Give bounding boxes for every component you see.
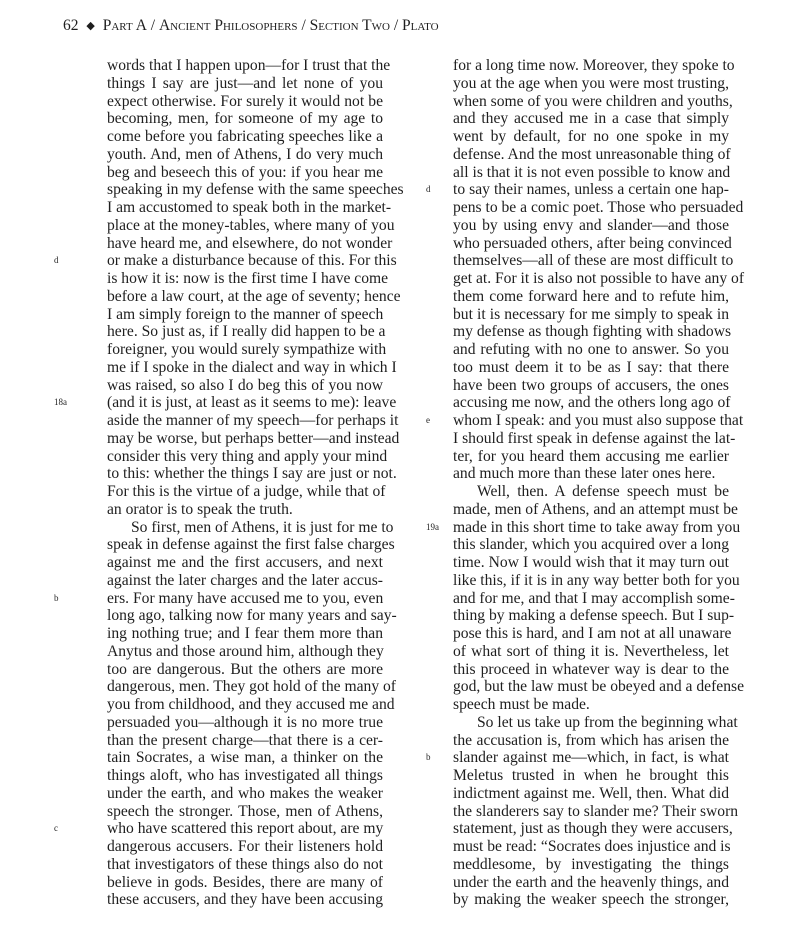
text-line: tain Socrates, a wise man, a thinker on the <box>107 749 383 767</box>
text-line: to say their names, unless a certain one hap- <box>453 181 729 199</box>
text-line: this proceed in whatever way is dear to the <box>453 660 729 678</box>
text-line: words that I happen upon—for I trust that the <box>107 57 391 74</box>
text-line: statement, just as though they were accusers, <box>453 820 733 838</box>
text-line: all is that it is not even possible to know and <box>453 163 731 181</box>
text-line: beg and beseech this of you: if you hear me <box>107 163 383 181</box>
text-line: pens to be a comic poet. Those who persuaded <box>453 199 744 216</box>
text-line: against the later charges and the later accus- <box>107 571 383 589</box>
text-line: get at. For it is also not possible to have any of <box>453 270 745 287</box>
stephanus-margin-marker: d <box>426 184 431 195</box>
text-line: the slanderers say to slander me? Their sworn <box>453 802 739 820</box>
header-part: Part A <box>102 17 147 34</box>
text-line: have been two groups of accusers, the ones <box>453 376 729 394</box>
text-line: too are dangerous. But the others are more <box>107 660 383 678</box>
stephanus-margin-marker: e <box>426 415 430 425</box>
text-line: my defense as though fighting with shadows <box>453 323 732 341</box>
text-line: too must deem it to be as I say: that there <box>453 358 729 376</box>
text-line: here. So just as, if I really did happen to be a <box>107 323 386 341</box>
text-line: under the earth and the heavenly things, and <box>453 873 729 891</box>
text-line: but it is necessary for me simply to speak in <box>453 305 729 323</box>
stephanus-margin-marker: 18a <box>54 397 67 408</box>
text-line: expect otherwise. For surely it would not be <box>107 92 383 110</box>
text-line: me if I spoke in the dialect and way in which I <box>107 358 397 376</box>
text-line: foreigner, you would surely sympathize with <box>107 341 387 358</box>
text-line: an orator is to speak the truth. <box>107 500 293 518</box>
text-line: before a law court, at the age of seventy; hence <box>107 287 401 305</box>
text-line: went by default, for no one spoke in my <box>453 128 729 145</box>
text-line: these accusers, and they have been accusing <box>107 891 383 909</box>
text-line: meddlesome, by investigating the things <box>453 855 729 873</box>
text-line: So first, men of Athens, it is just for me to <box>131 518 394 536</box>
text-line: themselves—all of these are most difficult to <box>453 252 734 270</box>
text-line: I am accustomed to speak both in the market- <box>107 199 392 216</box>
text-line: whom I speak: and you must also suppose that <box>453 412 744 429</box>
text-line: may be worse, but perhaps better—and instead <box>107 429 400 447</box>
page-number: 62 <box>63 17 79 34</box>
text-line: to this: whether the things I say are just or not. <box>107 465 397 483</box>
left-text-column <box>54 57 404 909</box>
text-line: speaking in my defense with the same speeches <box>107 181 404 199</box>
text-line: and much more than these later ones here. <box>453 465 716 483</box>
text-line: (and it is just, at least as it seems to me): leave <box>107 394 397 412</box>
text-line: thing by making a defense speech. But I sup- <box>453 607 735 625</box>
text-line: pose this is hard, and I am not at all unaware <box>453 625 732 642</box>
text-line: youth. And, men of Athens, I do very much <box>107 145 383 163</box>
text-line: like this, if it is in any way better both for you <box>453 571 740 589</box>
text-line: aside the manner of my speech—for perhaps it <box>107 412 399 429</box>
text-line: slander against me—which, in fact, is what <box>453 749 729 767</box>
text-line: speech must be made. <box>453 696 590 713</box>
text-line: god, but the law must be obeyed and a defense <box>453 678 744 696</box>
header-separator: / <box>301 17 306 34</box>
stephanus-margin-marker: 19a <box>426 521 439 532</box>
text-line: the accusation is, from which has arisen the <box>453 731 729 749</box>
text-line: defense. And the most unreasonable thing of <box>453 145 731 163</box>
text-line: this slander, which you acquired over a long <box>453 536 729 554</box>
text-line: and for me, and that I may accomplish some- <box>453 589 735 607</box>
text-line: or make a disturbance because of this. For this <box>107 252 397 270</box>
text-line: speak in defense against the first false charges <box>107 536 395 554</box>
text-line: things aloft, who has investigated all things <box>107 767 383 784</box>
stephanus-margin-marker: d <box>54 255 59 266</box>
text-line: than the present charge—that there is a cer- <box>107 731 383 749</box>
text-line: dangerous, men. They got hold of the many of <box>107 678 397 696</box>
header-author: Plato <box>402 17 439 34</box>
text-line: you at the age when you were most trusting, <box>453 74 729 92</box>
text-line: believe in gods. Besides, there are many of <box>107 873 383 891</box>
header-separator: / <box>393 17 399 34</box>
text-line: Meletus trusted in when he brought this <box>453 767 729 784</box>
text-line: made in this short time to take away from you <box>453 518 741 536</box>
text-line: when some of you were children and youths, <box>453 92 733 110</box>
stephanus-margin-marker: c <box>54 823 58 834</box>
text-line: made, men of Athens, and an attempt must be <box>453 500 738 518</box>
text-line: that investigators of these things also do not <box>107 855 383 873</box>
stephanus-margin-marker: b <box>426 752 431 763</box>
header-section: Section Two <box>309 17 390 34</box>
header-separator: / <box>150 17 156 34</box>
text-line: by making the weaker speech the stronger, <box>453 891 729 909</box>
text-line: them come forward here and to refute him, <box>453 287 729 305</box>
text-line: becoming, men, for someone of my age to <box>107 110 383 128</box>
text-line: consider this very thing and apply your mind <box>107 447 388 465</box>
text-line: you from childhood, and they accused me and <box>107 696 395 713</box>
text-line: have heard me, and elsewhere, do not wonder <box>107 234 393 252</box>
text-line: you by using envy and slander—and those <box>453 216 729 234</box>
stephanus-margin-marker: b <box>54 592 59 603</box>
text-line: accusing me now, and the others long ago of <box>453 394 731 412</box>
text-line: ing nothing true; and I fear them more than <box>107 625 383 642</box>
text-line: place at the money-tables, where many of you <box>107 216 395 234</box>
text-line: who persuaded others, after being convinced <box>453 234 732 252</box>
text-line: under the earth, and who makes the weaker <box>107 784 383 802</box>
text-line: I should first speak in defense against the lat- <box>453 429 736 447</box>
running-header <box>63 17 439 35</box>
text-line: time. Now I would wish that it may turn out <box>453 554 729 571</box>
text-line: ers. For many have accused me to you, even <box>107 589 384 607</box>
text-line: Anytus and those around him, although they <box>107 642 384 660</box>
diamond-icon: ◆ <box>86 20 95 32</box>
text-line: dangerous accusers. For their listeners hold <box>107 838 383 855</box>
text-line: of what sort of thing it is. Nevertheless, let <box>453 642 729 660</box>
text-line: things I say are just—and let none of you <box>107 74 383 92</box>
text-line: was raised, so also I do beg this of you now <box>107 376 383 394</box>
text-line: who have scattered this report about, are my <box>107 820 384 838</box>
text-line: must be read: “Socrates does injustice and is <box>453 838 731 855</box>
text-line: and refuting with no one to answer. So you <box>453 341 729 358</box>
text-line: For this is the virtue of a judge, while that of <box>107 483 386 500</box>
text-line: speech the stronger. Those, men of Athens, <box>107 802 383 820</box>
text-line: indictment against me. Well, then. What did <box>453 784 729 802</box>
text-line: Well, then. A defense speech must be <box>477 483 729 500</box>
right-text-column <box>426 57 745 909</box>
text-line: ter, for you heard them accusing me earlier <box>453 447 729 465</box>
text-line: I am simply foreign to the manner of speech <box>107 305 384 323</box>
text-line: So let us take up from the beginning what <box>477 713 738 731</box>
text-line: against me and the first accusers, and next <box>107 554 383 571</box>
text-line: for a long time now. Moreover, they spoke to <box>453 57 735 74</box>
text-line: is how it is: now is the first time I have come <box>107 270 389 287</box>
text-line: long ago, talking now for many years and say- <box>107 607 397 625</box>
text-line: and they accused me in a case that simply <box>453 110 729 128</box>
header-title: Ancient Philosophers <box>158 17 298 34</box>
text-line: come before you fabricating speeches like a <box>107 128 383 145</box>
text-line: persuaded you—although it is no more true <box>107 713 383 731</box>
